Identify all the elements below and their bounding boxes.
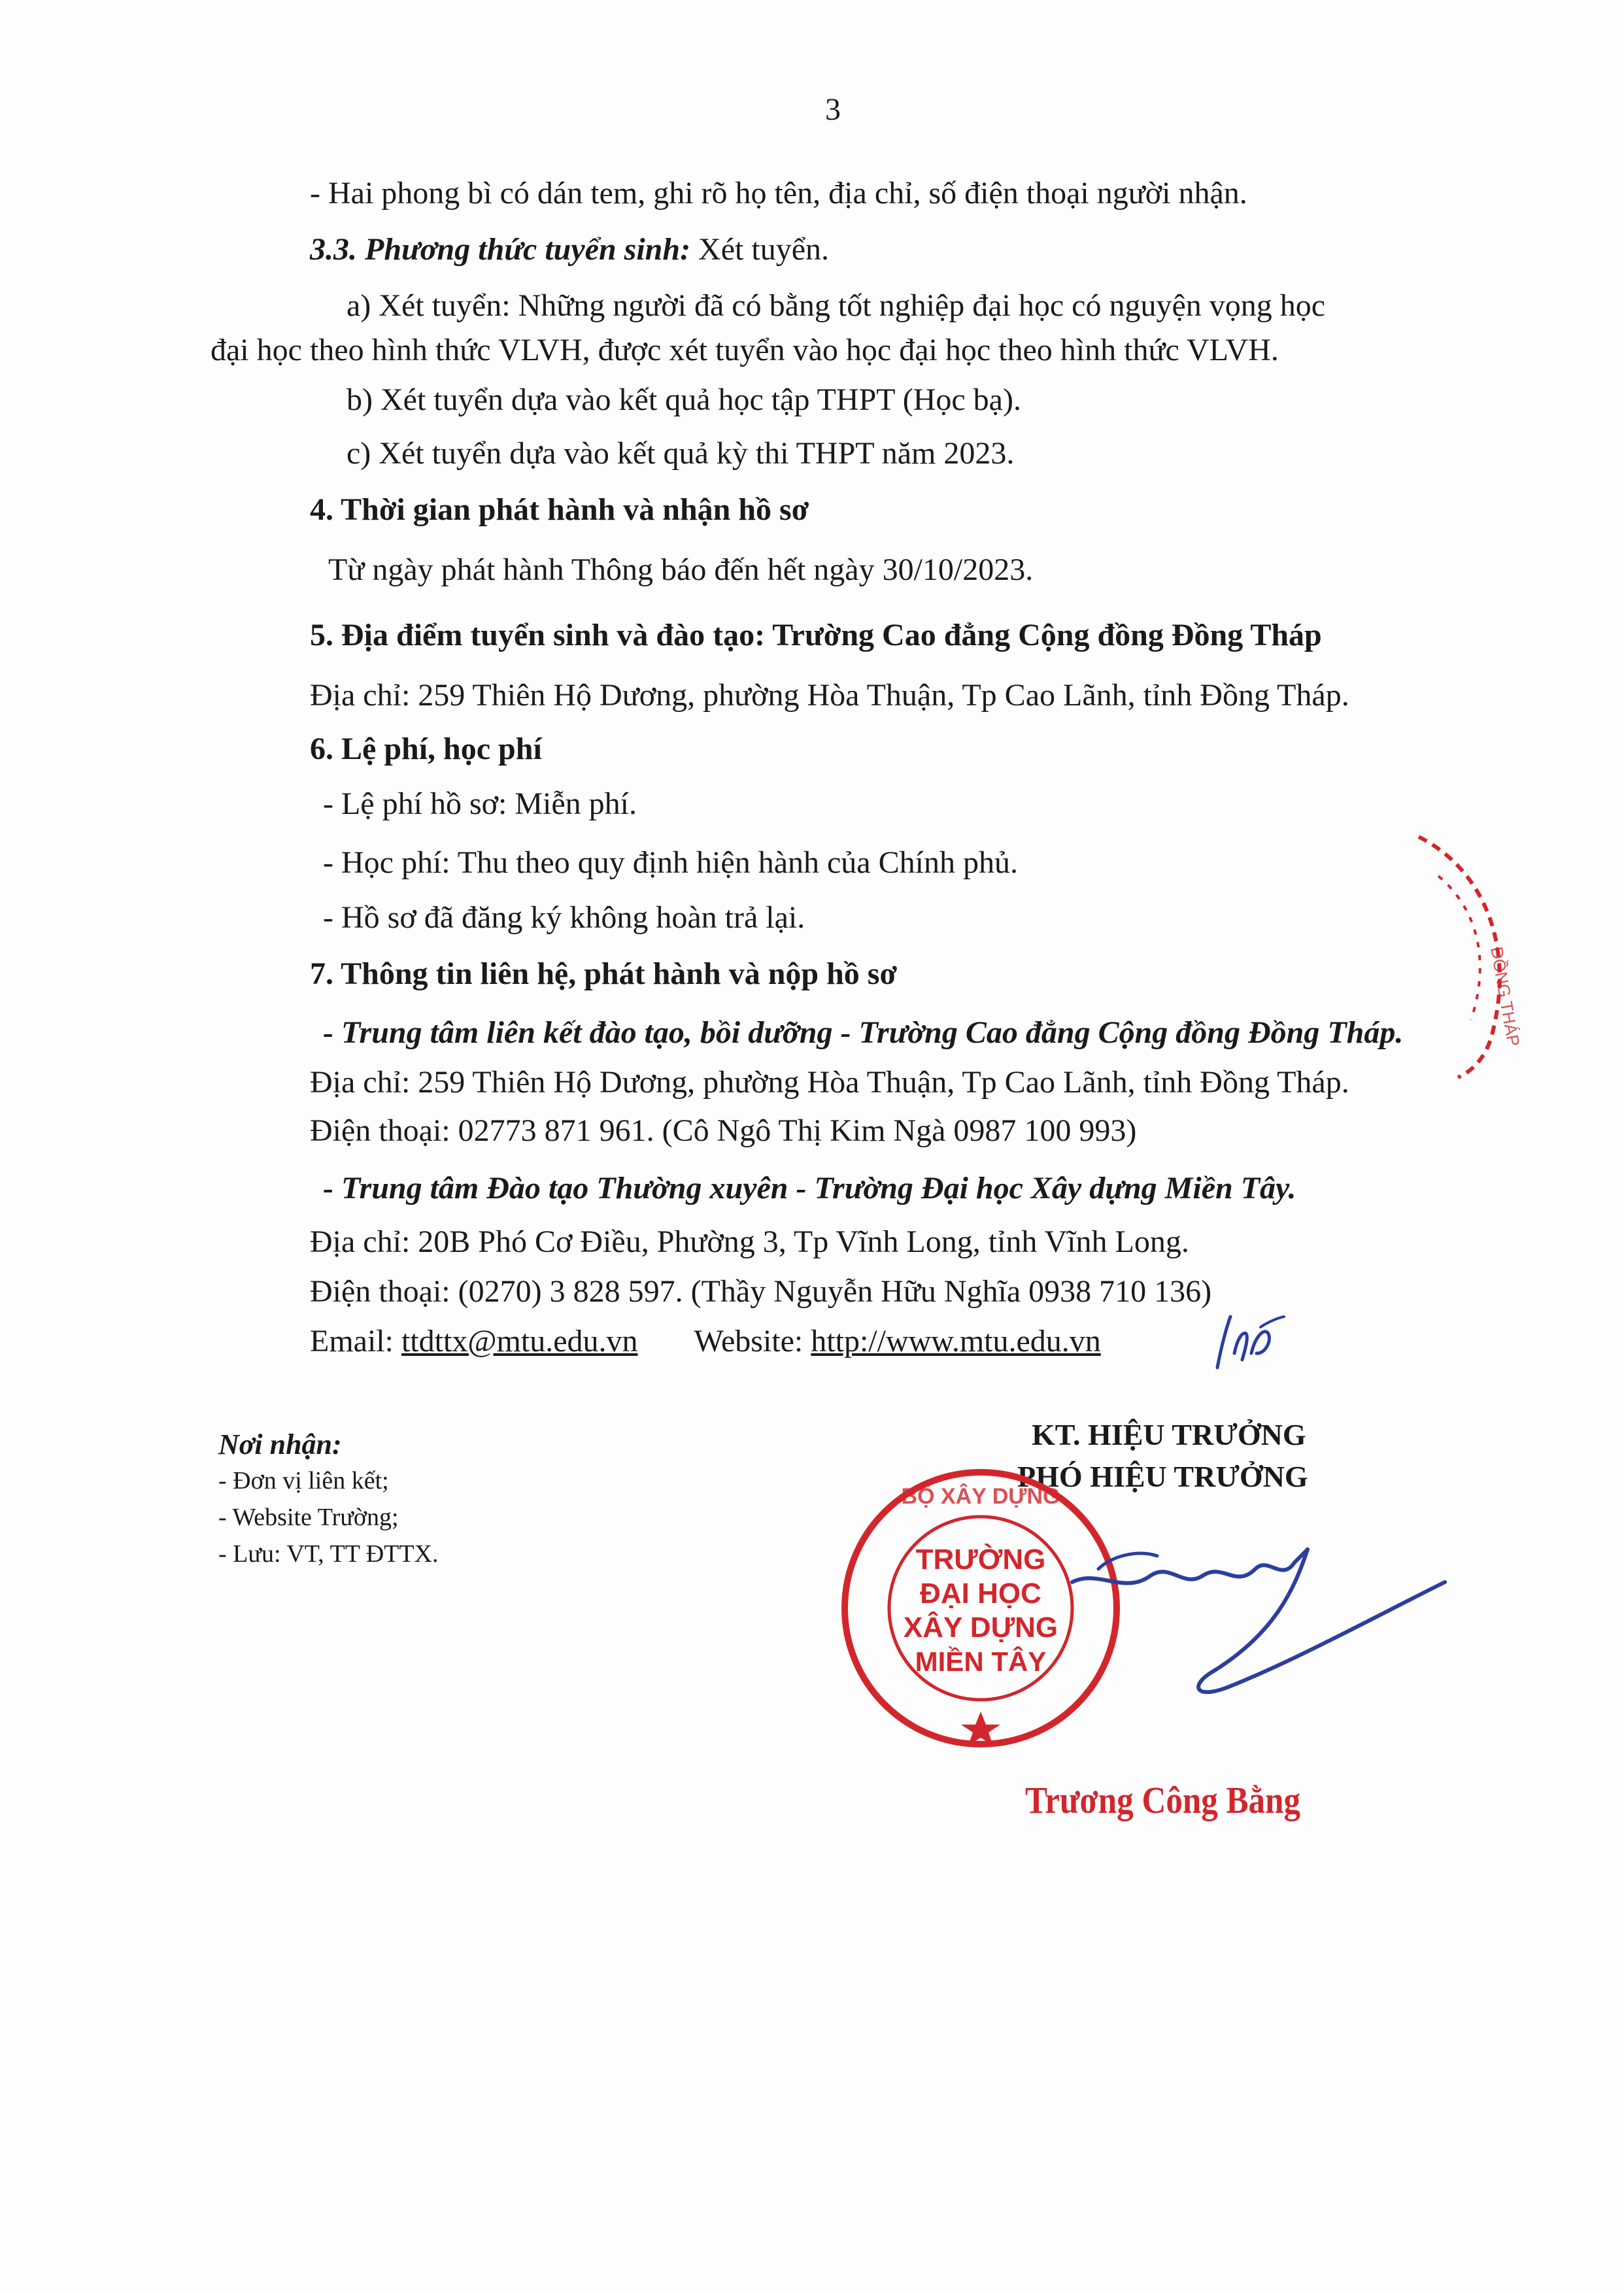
item-a-line2: đại học theo hình thức VLVH, được xét tuyển vào học đại học theo hình thức VLVH. bbox=[211, 333, 1279, 367]
recipient-item: - Lưu: VT, TT ĐTTX. bbox=[218, 1540, 439, 1568]
section-3-3-value: Xét tuyển. bbox=[690, 232, 829, 267]
center-1-address: Địa chỉ: 259 Thiên Hộ Dương, phường Hòa Thuận, Tp Cao Lãnh, tỉnh Đồng Tháp. bbox=[310, 1065, 1349, 1100]
fee-item: - Lệ phí hồ sơ: Miễn phí. bbox=[323, 786, 637, 821]
email-link[interactable]: ttdttx@mtu.edu.vn bbox=[401, 1324, 638, 1358]
page-number: 3 bbox=[825, 92, 841, 127]
center-2-name: - Trung tâm Đào tạo Thường xuyên - Trường Đại học Xây dựng Miền Tây. bbox=[323, 1171, 1296, 1206]
seal-line-1: TRƯỜNG bbox=[915, 1543, 1046, 1576]
stamp-fragment-text: ĐỒNG THÁP bbox=[1487, 945, 1523, 1048]
signature-line-1: KT. HIỆU TRƯỞNG bbox=[1032, 1418, 1306, 1451]
seal-line-4: MIỀN TÂY bbox=[915, 1646, 1047, 1677]
section-4-heading: 4. Thời gian phát hành và nhận hồ sơ bbox=[310, 492, 809, 527]
center-1-phone: Điện thoại: 02773 871 961. (Cô Ngô Thị Kim Ngà 0987 100 993) bbox=[310, 1113, 1137, 1148]
center-1-name: - Trung tâm liên kết đào tạo, bồi dưỡng - Trường Cao đẳng Cộng đồng Đồng Tháp. bbox=[323, 1015, 1404, 1050]
section-5-heading: 5. Địa điểm tuyển sinh và đào tạo: Trường Cao đẳng Cộng đồng Đồng Tháp bbox=[310, 618, 1322, 652]
email-label: Email: bbox=[310, 1324, 401, 1358]
seal-line-2: ĐẠI HỌC bbox=[920, 1577, 1041, 1610]
recipient-item: - Website Trường; bbox=[218, 1504, 399, 1531]
signer-name: Trương Công Bằng bbox=[1025, 1779, 1300, 1821]
center-2-address: Địa chỉ: 20B Phó Cơ Điều, Phường 3, Tp Vĩnh Long, tỉnh Vĩnh Long. bbox=[310, 1224, 1189, 1259]
section-5-address: Địa chỉ: 259 Thiên Hộ Dương, phường Hòa Thuận, Tp Cao Lãnh, tỉnh Đồng Tháp. bbox=[310, 678, 1349, 713]
initials-handwriting bbox=[1208, 1307, 1287, 1379]
recipient-item: - Đơn vị liên kết; bbox=[218, 1467, 389, 1494]
center-2-phone: Điện thoại: (0270) 3 828 597. (Thầy Nguyễn Hữu Nghĩa 0938 710 136) bbox=[310, 1274, 1212, 1309]
section-3-3 bbox=[310, 230, 829, 269]
seal-line-3: XÂY DỰNG bbox=[903, 1611, 1058, 1644]
signature-line-2: PHÓ HIỆU TRƯỞNG bbox=[1017, 1460, 1308, 1493]
item-a-line1: a) Xét tuyển: Những người đã có bằng tốt nghiệp đại học có nguyện vọng học bbox=[347, 288, 1326, 323]
stamp-fragment bbox=[1393, 830, 1523, 1079]
website-label: Website: bbox=[694, 1324, 811, 1358]
section-4-text: Từ ngày phát hành Thông báo đến hết ngày 30/10/2023. bbox=[328, 552, 1034, 587]
signature-handwriting bbox=[1059, 1523, 1451, 1706]
recipients-title: Nơi nhận: bbox=[218, 1428, 342, 1460]
section-7-heading: 7. Thông tin liên hệ, phát hành và nộp hồ sơ bbox=[310, 956, 898, 991]
fee-item: - Học phí: Thu theo quy định hiện hành của Chính phủ. bbox=[323, 845, 1018, 880]
section-3-3-label: 3.3. Phương thức tuyển sinh: bbox=[310, 232, 691, 267]
seal-outer-text: BỘ XÂY DỰNG bbox=[901, 1484, 1060, 1509]
envelope-line: - Hai phong bì có dán tem, ghi rõ họ tên, địa chỉ, số điện thoại người nhận. bbox=[310, 176, 1247, 211]
item-c: c) Xét tuyển dựa vào kết quả kỳ thi THPT năm 2023. bbox=[347, 436, 1015, 471]
website-link[interactable]: http://www.mtu.edu.vn bbox=[811, 1324, 1101, 1358]
item-b: b) Xét tuyển dựa vào kết quả học tập THPT (Học bạ). bbox=[347, 382, 1021, 417]
contact-links bbox=[310, 1322, 1101, 1361]
section-6-heading: 6. Lệ phí, học phí bbox=[310, 732, 542, 766]
fee-item: - Hồ sơ đã đăng ký không hoàn trả lại. bbox=[323, 900, 805, 935]
